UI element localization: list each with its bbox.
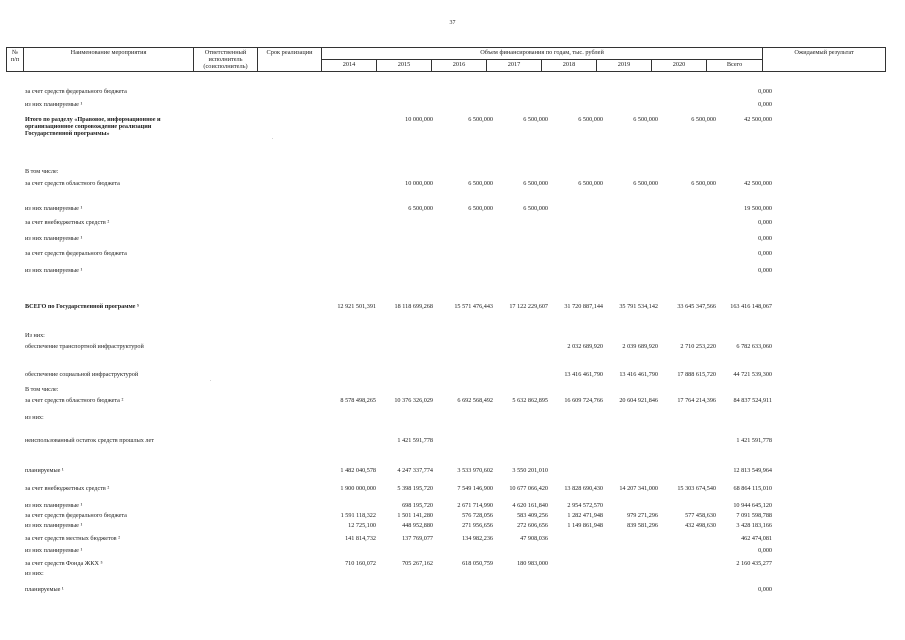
- page-number: 37: [449, 20, 456, 26]
- row-year-value: 12 921 501,391: [337, 303, 376, 310]
- row-year-value: 839 581,296: [627, 522, 658, 529]
- row-year-value: 1 421 591,778: [397, 437, 433, 444]
- row-year-value: 137 769,077: [402, 535, 433, 542]
- row-year-value: 6 500,000: [523, 205, 548, 212]
- row-year-value: 6 692 568,492: [457, 397, 493, 404]
- row-year-value: 15 303 674,540: [677, 485, 716, 492]
- row-label: из них планируемые ¹: [25, 267, 83, 274]
- row-year-value: 17 888 615,720: [677, 371, 716, 378]
- row-year-value: 2 032 689,920: [567, 343, 603, 350]
- row-total-value: 44 721 539,300: [733, 371, 772, 378]
- header-name: Наименование мероприятия: [24, 48, 194, 72]
- row-year-value: 35 791 534,142: [619, 303, 658, 310]
- row-total-value: 6 782 633,060: [736, 343, 772, 350]
- row-label: за счет средств областного бюджета ²: [25, 397, 124, 404]
- row-year-value: 698 195,720: [402, 502, 433, 509]
- stray-mark: .: [272, 136, 274, 141]
- row-total-value: 42 500,000: [744, 116, 772, 123]
- header-year: 2014: [322, 60, 377, 72]
- row-year-value: 10 677 066,420: [509, 485, 548, 492]
- row-year-value: 2 671 714,990: [457, 502, 493, 509]
- row-total-value: 1 421 591,778: [736, 437, 772, 444]
- funding-table-header: [6, 47, 886, 72]
- row-label: за счет внебюджетных средств ²: [25, 219, 110, 226]
- row-label: за счет средств местных бюджетов ²: [25, 535, 120, 542]
- row-year-value: 1 482 040,578: [340, 467, 376, 474]
- row-total-value: 19 500,000: [744, 205, 772, 212]
- row-year-value: 272 606,656: [517, 522, 548, 529]
- row-year-value: 17 122 229,607: [509, 303, 548, 310]
- row-year-value: 10 000,000: [405, 180, 433, 187]
- row-total-value: 3 428 183,166: [736, 522, 772, 529]
- stray-mark: .: [210, 378, 212, 383]
- row-label: из них планируемые ¹: [25, 502, 83, 509]
- row-label: за счет внебюджетных средств ²: [25, 485, 110, 492]
- row-year-value: 710 160,072: [345, 560, 376, 567]
- header-term: Срок реализации: [258, 48, 322, 72]
- row-year-value: 6 500,000: [408, 205, 433, 212]
- row-total-value: 0,000: [758, 219, 772, 226]
- row-year-value: 7 549 146,900: [457, 485, 493, 492]
- row-label: за счет средств федерального бюджета: [25, 512, 127, 519]
- row-label: из них:: [25, 414, 44, 421]
- header-responsible: Ответственный исполнитель (соисполнитель): [194, 48, 258, 72]
- row-total-value: 7 091 598,788: [736, 512, 772, 519]
- row-year-value: 2 039 689,920: [622, 343, 658, 350]
- row-year-value: 14 207 341,000: [619, 485, 658, 492]
- row-year-value: 180 983,000: [517, 560, 548, 567]
- row-year-value: 10 000,000: [405, 116, 433, 123]
- row-label: из них планируемые ¹: [25, 101, 83, 108]
- row-label: ВСЕГО по Государственной программе ⁵: [25, 303, 139, 310]
- row-year-value: 1 591 118,322: [340, 512, 376, 519]
- row-label: из них планируемые ¹: [25, 235, 83, 242]
- row-total-value: 462 474,081: [741, 535, 772, 542]
- row-label: планируемые ¹: [25, 586, 64, 593]
- row-year-value: 10 376 326,029: [394, 397, 433, 404]
- row-total-value: 68 864 115,010: [733, 485, 772, 492]
- row-year-value: 13 416 461,790: [619, 371, 658, 378]
- row-year-value: 448 952,880: [402, 522, 433, 529]
- header-year: 2019: [597, 60, 652, 72]
- header-year: 2020: [652, 60, 707, 72]
- row-label: за счет средств областного бюджета: [25, 180, 120, 187]
- row-year-value: 5 398 195,720: [397, 485, 433, 492]
- row-label: Из них:: [25, 332, 45, 339]
- row-year-value: 15 571 476,443: [454, 303, 493, 310]
- row-year-value: 1 282 471,948: [567, 512, 603, 519]
- row-label: за счет средств Фонда ЖКХ ⁵: [25, 560, 103, 567]
- row-year-value: 6 500,000: [468, 180, 493, 187]
- row-year-value: 6 500,000: [633, 116, 658, 123]
- row-year-value: 577 458,630: [685, 512, 716, 519]
- header-funding: Объем финансирования по годам, тыс. рублей: [322, 48, 763, 60]
- row-year-value: 583 409,256: [517, 512, 548, 519]
- row-year-value: 47 908,036: [520, 535, 548, 542]
- row-total-value: 12 813 549,964: [733, 467, 772, 474]
- row-total-value: 0,000: [758, 250, 772, 257]
- row-label: В том числе:: [25, 168, 59, 175]
- row-total-value: 0,000: [758, 586, 772, 593]
- header-result: Ожидаемый результат: [763, 48, 886, 72]
- row-year-value: 13 828 690,430: [564, 485, 603, 492]
- row-year-value: 1 501 141,280: [397, 512, 433, 519]
- row-year-value: 432 498,630: [685, 522, 716, 529]
- row-year-value: 1 900 000,000: [340, 485, 376, 492]
- row-year-value: 12 725,100: [348, 522, 376, 529]
- header-year: 2018: [542, 60, 597, 72]
- row-year-value: 20 604 921,846: [619, 397, 658, 404]
- row-year-value: 6 500,000: [691, 116, 716, 123]
- row-year-value: 6 500,000: [691, 180, 716, 187]
- row-total-value: 2 160 435,277: [736, 560, 772, 567]
- row-year-value: 576 728,056: [462, 512, 493, 519]
- row-year-value: 6 500,000: [633, 180, 658, 187]
- row-year-value: 18 118 699,268: [394, 303, 433, 310]
- row-label: из них:: [25, 570, 44, 577]
- row-label: обеспечение социальной инфраструктурой: [25, 371, 139, 378]
- row-year-value: 705 267,162: [402, 560, 433, 567]
- row-year-value: 6 500,000: [468, 205, 493, 212]
- row-year-value: 13 416 461,790: [564, 371, 603, 378]
- row-year-value: 3 533 970,602: [457, 467, 493, 474]
- row-year-value: 618 050,759: [462, 560, 493, 567]
- row-year-value: 6 500,000: [523, 180, 548, 187]
- row-year-value: 6 500,000: [523, 116, 548, 123]
- row-total-value: 0,000: [758, 235, 772, 242]
- row-label: неиспользованный остаток средств прошлых лет: [25, 437, 154, 444]
- row-year-value: 2 710 253,220: [680, 343, 716, 350]
- row-year-value: 134 982,236: [462, 535, 493, 542]
- header-year: 2015: [377, 60, 432, 72]
- row-year-value: 17 764 214,396: [677, 397, 716, 404]
- row-year-value: 8 578 498,265: [340, 397, 376, 404]
- row-total-value: 0,000: [758, 101, 772, 108]
- row-label: Итого по разделу «Правовое, информационное и организационное сопровождение реализации Государственной программы»: [25, 116, 161, 137]
- row-label: обеспечение транспортной инфраструктурой: [25, 343, 144, 350]
- row-year-value: 1 149 861,948: [567, 522, 603, 529]
- row-total-value: 42 500,000: [744, 180, 772, 187]
- row-total-value: 84 837 524,911: [733, 397, 772, 404]
- row-year-value: 6 500,000: [578, 180, 603, 187]
- row-year-value: 31 720 887,144: [564, 303, 603, 310]
- row-label: за счет средств федерального бюджета: [25, 250, 127, 257]
- row-label: В том числе:: [25, 386, 59, 393]
- header-total: Всего: [707, 60, 763, 72]
- row-total-value: 0,000: [758, 267, 772, 274]
- row-year-value: 141 814,732: [345, 535, 376, 542]
- row-total-value: 0,000: [758, 547, 772, 554]
- row-label: за счет средств федерального бюджета: [25, 88, 127, 95]
- row-year-value: 4 247 337,774: [397, 467, 433, 474]
- row-year-value: 4 620 161,840: [512, 502, 548, 509]
- header-year: 2016: [432, 60, 487, 72]
- row-year-value: 979 271,296: [627, 512, 658, 519]
- header-no: № п/п: [7, 48, 24, 72]
- row-label: планируемые ¹: [25, 467, 64, 474]
- row-label: из них планируемые ¹: [25, 205, 83, 212]
- row-year-value: 6 500,000: [468, 116, 493, 123]
- row-label: из них планируемые ¹: [25, 547, 83, 554]
- row-label: из них планируемые ¹: [25, 522, 83, 529]
- row-total-value: 10 944 645,120: [733, 502, 772, 509]
- row-year-value: 6 500,000: [578, 116, 603, 123]
- row-year-value: 271 956,656: [462, 522, 493, 529]
- row-year-value: 2 954 572,570: [567, 502, 603, 509]
- row-total-value: 163 416 148,067: [730, 303, 772, 310]
- row-total-value: 0,000: [758, 88, 772, 95]
- row-year-value: 33 645 347,566: [677, 303, 716, 310]
- row-year-value: 16 609 724,766: [564, 397, 603, 404]
- header-year: 2017: [487, 60, 542, 72]
- row-year-value: 5 632 862,895: [512, 397, 548, 404]
- row-year-value: 3 550 201,010: [512, 467, 548, 474]
